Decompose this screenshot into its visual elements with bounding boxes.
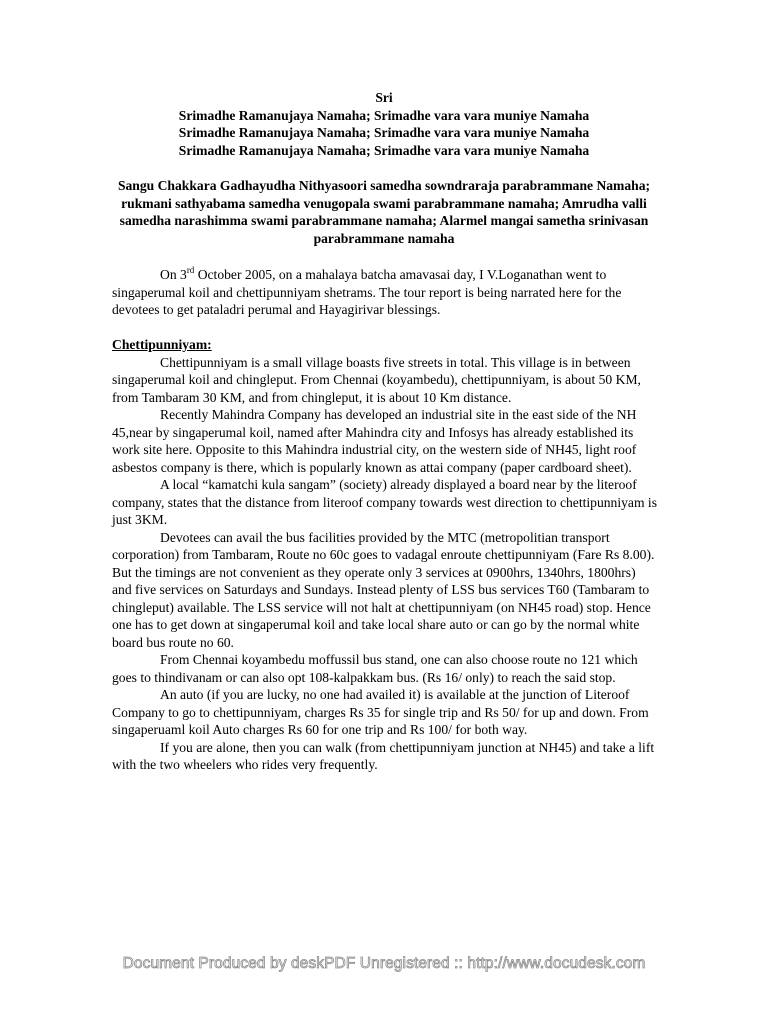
invocation-line: Srimadhe Ramanujaya Namaha; Srimadhe vara vara muniye Namaha (178, 107, 590, 123)
section-heading: Chettipunniyam: (112, 337, 212, 352)
body-paragraph: An auto (if you are lucky, no one had availed it) is available at the junction of Literoof Company to go to chettipunniyam, charges Rs 35 for single trip and Rs 50/ for up and down. From singaperuaml koil Auto charges Rs 60 for one trip and Rs 100/ for both way. (112, 687, 649, 737)
header-spacer (110, 159, 658, 177)
body-paragraph: From Chennai koyambedu moffussil bus stand, one can also choose route no 121 which goes to thindivanam or can also opt 108-kalpakkam bus. (Rs 16/ only) to reach the said stop. (112, 652, 638, 685)
document-header (110, 89, 658, 247)
pdf-watermark: Document Produced by deskPDF Unregistered :: http://www.docudesk.com (122, 955, 646, 972)
body-paragraph: If you are alone, then you can walk (from chettipunniyam junction at NH45) and take a lift with the two wheelers who rides very frequently. (112, 739, 655, 772)
invocation-line: Srimadhe Ramanujaya Namaha; Srimadhe vara vara muniye Namaha (178, 142, 590, 158)
invocation-line: Srimadhe Ramanujaya Namaha; Srimadhe vara vara muniye Namaha (178, 125, 590, 140)
date-ordinal-suffix: rd (186, 265, 195, 275)
header-sri: Sri (375, 90, 393, 105)
body-paragraph: A local “kamatchi kula sangam” (society) already displayed a board near by the literoof company, states that the distance from literoof company towards west direction to chettipunniyam is just 3KM. (112, 477, 657, 527)
intro-prefix: On 3 (160, 267, 187, 282)
salutation-paragraph: Sangu Chakkara Gadhayudha Nithyasoori samedha sowndraraja parabrammane Namaha; rukmani sathyabama samedha venugopala swami parabrammane namaha; Amrudha valli samedha narashimma swami parabrammane namaha; Alarmel mangai sametha srinivasan parabrammane namaha (117, 178, 651, 246)
body-paragraph: Devotees can avail the bus facilities provided by the MTC (metropolitian transport corporation) from Tambaram, Route no 60c goes to vadagal enroute chettipunniyam (Fare Rs 8.00). But the timings are not convenient as they operate only 3 services at 0900hrs, 1340hrs, 1800hrs) and five services on Saturdays and Sundays. Instead plenty of LSS bus services T60 (Tambaram to chingleput) available. The LSS service will not halt at chettipunniyam (on NH45 road) stop. Hence one has to get down at singaperumal koil and take local share auto or can go by the normal white board bus route no 60. (112, 529, 655, 650)
document-body (112, 266, 658, 774)
body-paragraph: Chettipunniyam is a small village boasts five streets in total. This village is in between singaperumal koil and chingleput. From Chennai (koyambedu), chettipunniyam, is about 50 KM, from Tambaram 30 KM, and from chingleput, it is about 10 Km distance. (112, 354, 641, 405)
intro-paragraph (112, 266, 658, 319)
intro-text: October 2005, on a mahalaya batcha amavasai day, I V.Loganathan went to singaperumal koil and chettipunniyam shetrams. The tour report is being narrated here for the devotees to get pataladri perumal and Hayagirivar blessings. (112, 267, 622, 317)
body-paragraph: Recently Mahindra Company has developed an industrial site in the east side of the NH 45,near by singaperumal koil, named after Mahindra city and Infosys has already established its work site here. Opposite to this Mahindra industrial city, on the western side of NH45, light roof asbestos company is there, which is popularly known as attai company (paper cardboard sheet). (112, 407, 637, 475)
